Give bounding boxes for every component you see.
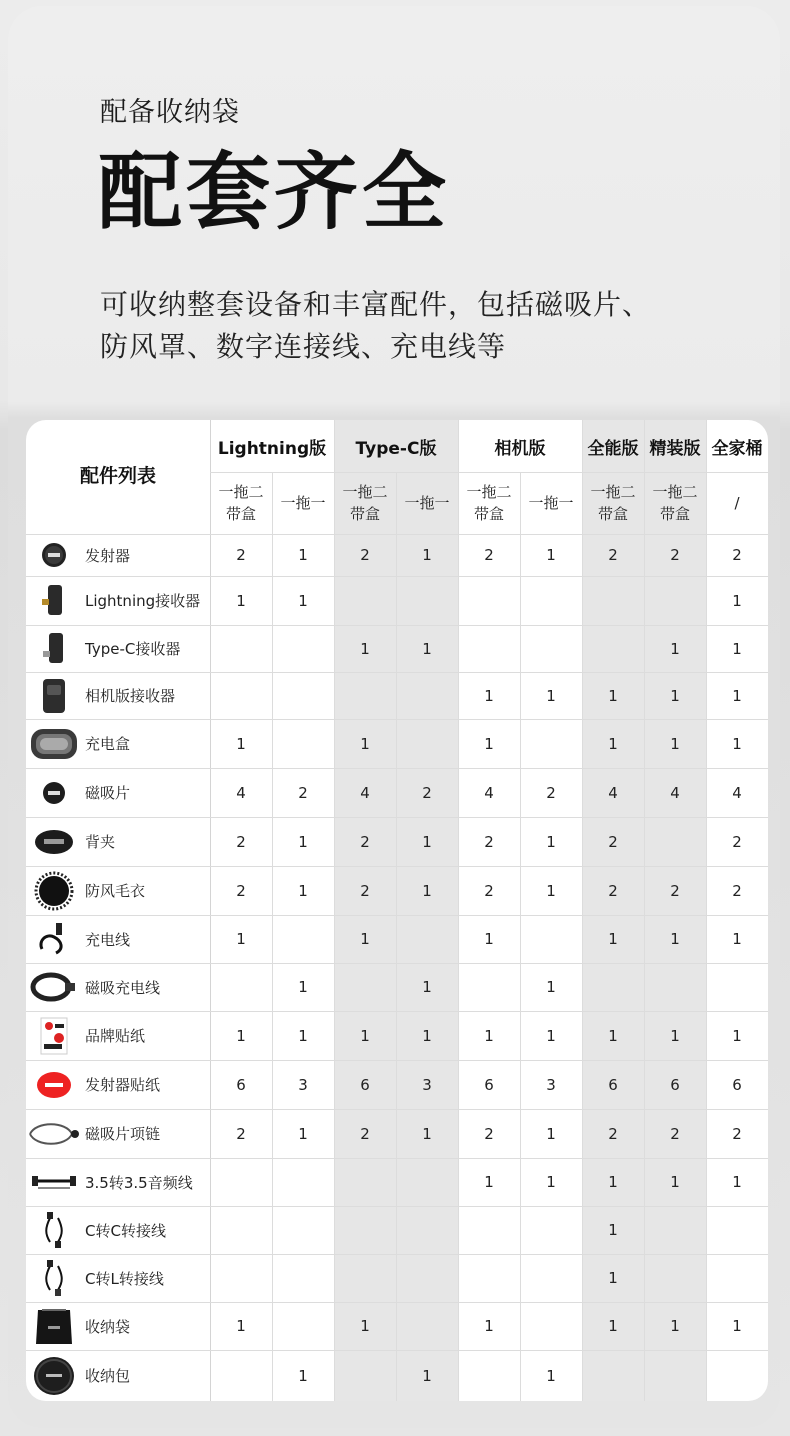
quantity-cell: 2 bbox=[236, 546, 246, 564]
quantity-cell: 1 bbox=[670, 686, 680, 705]
quantity-cell: 1 bbox=[546, 978, 556, 996]
quantity-cell: 1 bbox=[298, 978, 308, 996]
quantity-cell bbox=[458, 963, 520, 1011]
quantity-cell: 2 bbox=[360, 832, 370, 851]
brand-sticker-icon bbox=[26, 1011, 82, 1060]
quantity-cell bbox=[272, 915, 334, 963]
quantity-cell: 1 bbox=[236, 930, 246, 948]
quantity-cell bbox=[706, 963, 768, 1011]
quantity-cell: 1 bbox=[670, 1317, 680, 1335]
quantity-cell bbox=[210, 672, 272, 719]
quantity-cell: 1 bbox=[608, 1221, 618, 1239]
quantity-cell bbox=[272, 1206, 334, 1254]
column-group-header: Type-C版 bbox=[355, 438, 437, 459]
accessory-table bbox=[26, 420, 768, 1401]
quantity-cell: 1 bbox=[298, 832, 308, 851]
quantity-cell: 1 bbox=[484, 1026, 494, 1045]
quantity-cell: 1 bbox=[298, 1026, 308, 1045]
accessory-name: 背夹 bbox=[85, 833, 116, 851]
quantity-cell: 2 bbox=[484, 1124, 494, 1143]
quantity-cell: 2 bbox=[732, 832, 742, 851]
quantity-cell bbox=[210, 1254, 272, 1302]
quantity-cell: 1 bbox=[608, 1269, 618, 1287]
quantity-cell: 6 bbox=[236, 1075, 246, 1094]
quantity-cell bbox=[334, 1206, 396, 1254]
quantity-cell bbox=[210, 1158, 272, 1206]
quantity-cell: 1 bbox=[732, 1026, 742, 1045]
quantity-cell: 1 bbox=[608, 930, 618, 948]
quantity-cell: 3 bbox=[298, 1075, 308, 1094]
quantity-cell: 2 bbox=[484, 832, 494, 851]
back-clip-icon bbox=[26, 817, 82, 866]
quantity-cell: 1 bbox=[484, 734, 494, 753]
quantity-cell bbox=[272, 625, 334, 672]
quantity-cell: 1 bbox=[546, 1173, 556, 1191]
quantity-cell: 1 bbox=[422, 1366, 432, 1385]
necklace-icon bbox=[26, 1109, 82, 1158]
column-sub-header: 一拖一 bbox=[528, 494, 574, 512]
quantity-cell bbox=[458, 576, 520, 625]
quantity-cell bbox=[334, 576, 396, 625]
table-grid bbox=[26, 420, 768, 1401]
quantity-cell: 2 bbox=[608, 546, 618, 564]
quantity-cell bbox=[520, 915, 582, 963]
quantity-cell bbox=[520, 625, 582, 672]
column-group-header: 精装版 bbox=[649, 438, 701, 459]
accessory-name: 品牌贴纸 bbox=[85, 1027, 146, 1045]
quantity-cell: 1 bbox=[484, 686, 494, 705]
quantity-cell bbox=[520, 1206, 582, 1254]
quantity-cell bbox=[582, 625, 644, 672]
quantity-cell bbox=[272, 1302, 334, 1350]
quantity-cell: 1 bbox=[608, 734, 618, 753]
accessory-name: 相机版接收器 bbox=[85, 687, 176, 705]
quantity-cell: 1 bbox=[546, 832, 556, 851]
quantity-cell bbox=[396, 1158, 458, 1206]
transmitter-icon bbox=[26, 534, 82, 576]
storage-case-icon bbox=[26, 1350, 82, 1401]
quantity-cell: 1 bbox=[298, 1124, 308, 1143]
quantity-cell: 1 bbox=[732, 1173, 742, 1191]
quantity-cell: 1 bbox=[608, 686, 618, 705]
column-group-header: 全家桶 bbox=[711, 438, 763, 459]
accessory-name: 磁吸充电线 bbox=[85, 978, 161, 997]
accessory-name: 充电盒 bbox=[85, 735, 131, 753]
quantity-cell: 2 bbox=[484, 881, 494, 900]
quantity-cell bbox=[334, 1158, 396, 1206]
quantity-cell: 2 bbox=[608, 832, 618, 851]
audio-cable-icon bbox=[26, 1158, 82, 1206]
quantity-cell: 1 bbox=[236, 734, 246, 753]
quantity-cell: 4 bbox=[732, 783, 742, 802]
quantity-cell: 6 bbox=[732, 1075, 742, 1094]
quantity-cell bbox=[458, 625, 520, 672]
accessory-name: 发射器贴纸 bbox=[85, 1076, 161, 1094]
quantity-cell: 1 bbox=[670, 1173, 680, 1191]
quantity-cell bbox=[210, 1206, 272, 1254]
quantity-cell: 3 bbox=[422, 1075, 432, 1094]
accessory-name: Lightning接收器 bbox=[85, 592, 201, 610]
quantity-cell: 1 bbox=[670, 639, 680, 658]
quantity-cell: 1 bbox=[608, 1317, 618, 1335]
quantity-cell bbox=[520, 719, 582, 768]
quantity-cell: 1 bbox=[546, 1124, 556, 1143]
quantity-cell: 4 bbox=[484, 783, 494, 802]
accessory-name: 磁吸片项链 bbox=[85, 1125, 161, 1143]
quantity-cell: 1 bbox=[670, 930, 680, 948]
accessory-name: 收纳袋 bbox=[85, 1317, 131, 1336]
storage-bag-icon bbox=[26, 1302, 82, 1350]
quantity-cell bbox=[272, 1158, 334, 1206]
quantity-cell: 1 bbox=[360, 1317, 370, 1335]
quantity-cell: 2 bbox=[670, 881, 680, 900]
transmitter-sticker-icon bbox=[26, 1060, 82, 1109]
quantity-cell bbox=[582, 576, 644, 625]
quantity-cell: 2 bbox=[236, 1124, 246, 1143]
quantity-cell bbox=[334, 963, 396, 1011]
quantity-cell bbox=[520, 1254, 582, 1302]
subtitle: 配备收纳袋 bbox=[100, 97, 240, 128]
quantity-cell bbox=[396, 915, 458, 963]
quantity-cell: 4 bbox=[360, 783, 370, 802]
quantity-cell: 2 bbox=[732, 546, 742, 564]
column-sub-header: 一拖二 带盒 bbox=[652, 483, 698, 523]
quantity-cell bbox=[334, 1350, 396, 1401]
quantity-cell: 1 bbox=[670, 1026, 680, 1045]
quantity-cell: 6 bbox=[608, 1075, 618, 1094]
quantity-cell bbox=[644, 963, 706, 1011]
accessory-name: 收纳包 bbox=[85, 1367, 131, 1385]
quantity-cell: 1 bbox=[360, 639, 370, 658]
column-group-header: 全能版 bbox=[587, 438, 639, 459]
quantity-cell bbox=[210, 625, 272, 672]
quantity-cell bbox=[458, 1254, 520, 1302]
quantity-cell: 1 bbox=[236, 1026, 246, 1045]
column-sub-header: / bbox=[734, 494, 740, 512]
quantity-cell: 1 bbox=[732, 734, 742, 753]
quantity-cell bbox=[706, 1206, 768, 1254]
quantity-cell bbox=[210, 1350, 272, 1401]
quantity-cell bbox=[706, 1254, 768, 1302]
quantity-cell: 2 bbox=[732, 881, 742, 900]
quantity-cell: 4 bbox=[608, 783, 618, 802]
quantity-cell: 2 bbox=[360, 881, 370, 900]
accessory-name: 发射器 bbox=[85, 546, 131, 565]
windscreen-icon bbox=[26, 866, 82, 915]
quantity-cell bbox=[582, 963, 644, 1011]
quantity-cell: 1 bbox=[422, 978, 432, 996]
quantity-cell: 2 bbox=[236, 881, 246, 900]
quantity-cell: 2 bbox=[484, 546, 494, 564]
accessory-name: C转C转接线 bbox=[85, 1221, 166, 1240]
camera-receiver-icon bbox=[26, 672, 82, 719]
accessory-name: C转L转接线 bbox=[85, 1269, 164, 1288]
column-sub-header: 一拖一 bbox=[280, 494, 326, 512]
charging-cable-icon bbox=[26, 915, 82, 963]
quantity-cell: 4 bbox=[670, 783, 680, 802]
quantity-cell: 1 bbox=[732, 686, 742, 705]
quantity-cell bbox=[458, 1350, 520, 1401]
quantity-cell: 1 bbox=[546, 881, 556, 900]
quantity-cell: 1 bbox=[298, 881, 308, 900]
quantity-cell: 1 bbox=[360, 1026, 370, 1045]
quantity-cell: 1 bbox=[422, 1026, 432, 1045]
column-group-header: Lightning版 bbox=[217, 438, 327, 459]
quantity-cell bbox=[272, 719, 334, 768]
quantity-cell bbox=[396, 1206, 458, 1254]
c-to-c-cable-icon bbox=[26, 1206, 82, 1254]
quantity-cell bbox=[520, 1302, 582, 1350]
quantity-cell: 1 bbox=[732, 1317, 742, 1335]
quantity-cell: 2 bbox=[236, 832, 246, 851]
quantity-cell bbox=[396, 576, 458, 625]
quantity-cell: 1 bbox=[546, 1366, 556, 1385]
quantity-cell: 2 bbox=[608, 881, 618, 900]
quantity-cell: 6 bbox=[484, 1075, 494, 1094]
quantity-cell bbox=[396, 719, 458, 768]
quantity-cell: 1 bbox=[484, 1173, 494, 1191]
accessory-name: Type-C接收器 bbox=[85, 640, 181, 658]
quantity-cell: 1 bbox=[732, 591, 742, 610]
column-sub-header: 一拖二 带盒 bbox=[590, 483, 636, 523]
quantity-cell: 1 bbox=[422, 546, 432, 564]
c-to-l-cable-icon bbox=[26, 1254, 82, 1302]
quantity-cell: 2 bbox=[422, 783, 432, 802]
quantity-cell: 6 bbox=[670, 1075, 680, 1094]
quantity-cell: 3 bbox=[546, 1075, 556, 1094]
quantity-cell: 2 bbox=[670, 1124, 680, 1143]
quantity-cell: 1 bbox=[360, 734, 370, 753]
quantity-cell: 2 bbox=[360, 1124, 370, 1143]
description bbox=[100, 284, 720, 368]
list-header: 配件列表 bbox=[79, 464, 156, 487]
quantity-cell: 1 bbox=[608, 1026, 618, 1045]
charging-case-icon bbox=[26, 719, 82, 768]
quantity-cell: 1 bbox=[422, 881, 432, 900]
column-sub-header: 一拖一 bbox=[404, 494, 450, 512]
quantity-cell: 2 bbox=[670, 546, 680, 564]
quantity-cell bbox=[334, 672, 396, 719]
column-sub-header: 一拖二 带盒 bbox=[218, 483, 264, 523]
quantity-cell: 1 bbox=[546, 686, 556, 705]
quantity-cell: 1 bbox=[360, 930, 370, 948]
column-sub-header: 一拖二 带盒 bbox=[342, 483, 388, 523]
quantity-cell: 6 bbox=[360, 1075, 370, 1094]
quantity-cell: 1 bbox=[670, 734, 680, 753]
quantity-cell: 2 bbox=[732, 1124, 742, 1143]
quantity-cell: 2 bbox=[546, 783, 556, 802]
quantity-cell bbox=[706, 1350, 768, 1401]
quantity-cell bbox=[458, 1206, 520, 1254]
quantity-cell: 1 bbox=[236, 591, 246, 610]
accessory-name: 磁吸片 bbox=[85, 784, 131, 802]
quantity-cell: 1 bbox=[484, 930, 494, 948]
quantity-cell: 1 bbox=[484, 1317, 494, 1335]
quantity-cell bbox=[520, 576, 582, 625]
quantity-cell: 2 bbox=[360, 546, 370, 564]
accessory-name: 防风毛衣 bbox=[85, 882, 146, 900]
quantity-cell bbox=[272, 672, 334, 719]
quantity-cell bbox=[644, 576, 706, 625]
magnetic-cable-icon bbox=[26, 963, 82, 1011]
accessory-name: 充电线 bbox=[85, 930, 131, 949]
quantity-cell: 1 bbox=[546, 546, 556, 564]
quantity-cell: 1 bbox=[298, 1366, 308, 1385]
quantity-cell bbox=[582, 1350, 644, 1401]
column-group-header: 相机版 bbox=[494, 438, 546, 459]
magnet-icon bbox=[26, 768, 82, 817]
quantity-cell bbox=[210, 963, 272, 1011]
page-title: 配套齐全 bbox=[98, 143, 451, 241]
description-line: 可收纳整套设备和丰富配件，包括磁吸片、 bbox=[100, 288, 652, 321]
quantity-cell: 1 bbox=[732, 930, 742, 948]
description-line: 防风罩、数字连接线、充电线等 bbox=[100, 330, 507, 363]
quantity-cell: 1 bbox=[236, 1317, 246, 1335]
quantity-cell bbox=[396, 1254, 458, 1302]
quantity-cell: 1 bbox=[298, 591, 308, 610]
quantity-cell bbox=[644, 817, 706, 866]
quantity-cell: 1 bbox=[546, 1026, 556, 1045]
quantity-cell bbox=[396, 1302, 458, 1350]
quantity-cell: 1 bbox=[608, 1173, 618, 1191]
quantity-cell: 1 bbox=[298, 546, 308, 564]
quantity-cell bbox=[396, 672, 458, 719]
accessory-name: 3.5转3.5音频线 bbox=[85, 1173, 193, 1192]
quantity-cell: 2 bbox=[608, 1124, 618, 1143]
quantity-cell: 1 bbox=[422, 639, 432, 658]
quantity-cell bbox=[644, 1206, 706, 1254]
column-sub-header: 一拖二 带盒 bbox=[466, 483, 512, 523]
quantity-cell: 1 bbox=[422, 832, 432, 851]
lightning-receiver-icon bbox=[26, 576, 82, 625]
quantity-cell bbox=[272, 1254, 334, 1302]
quantity-cell bbox=[644, 1254, 706, 1302]
quantity-cell: 1 bbox=[732, 639, 742, 658]
quantity-cell: 2 bbox=[298, 783, 308, 802]
quantity-cell: 1 bbox=[422, 1124, 432, 1143]
quantity-cell: 4 bbox=[236, 783, 246, 802]
quantity-cell bbox=[334, 1254, 396, 1302]
typec-receiver-icon bbox=[26, 625, 82, 672]
quantity-cell bbox=[644, 1350, 706, 1401]
